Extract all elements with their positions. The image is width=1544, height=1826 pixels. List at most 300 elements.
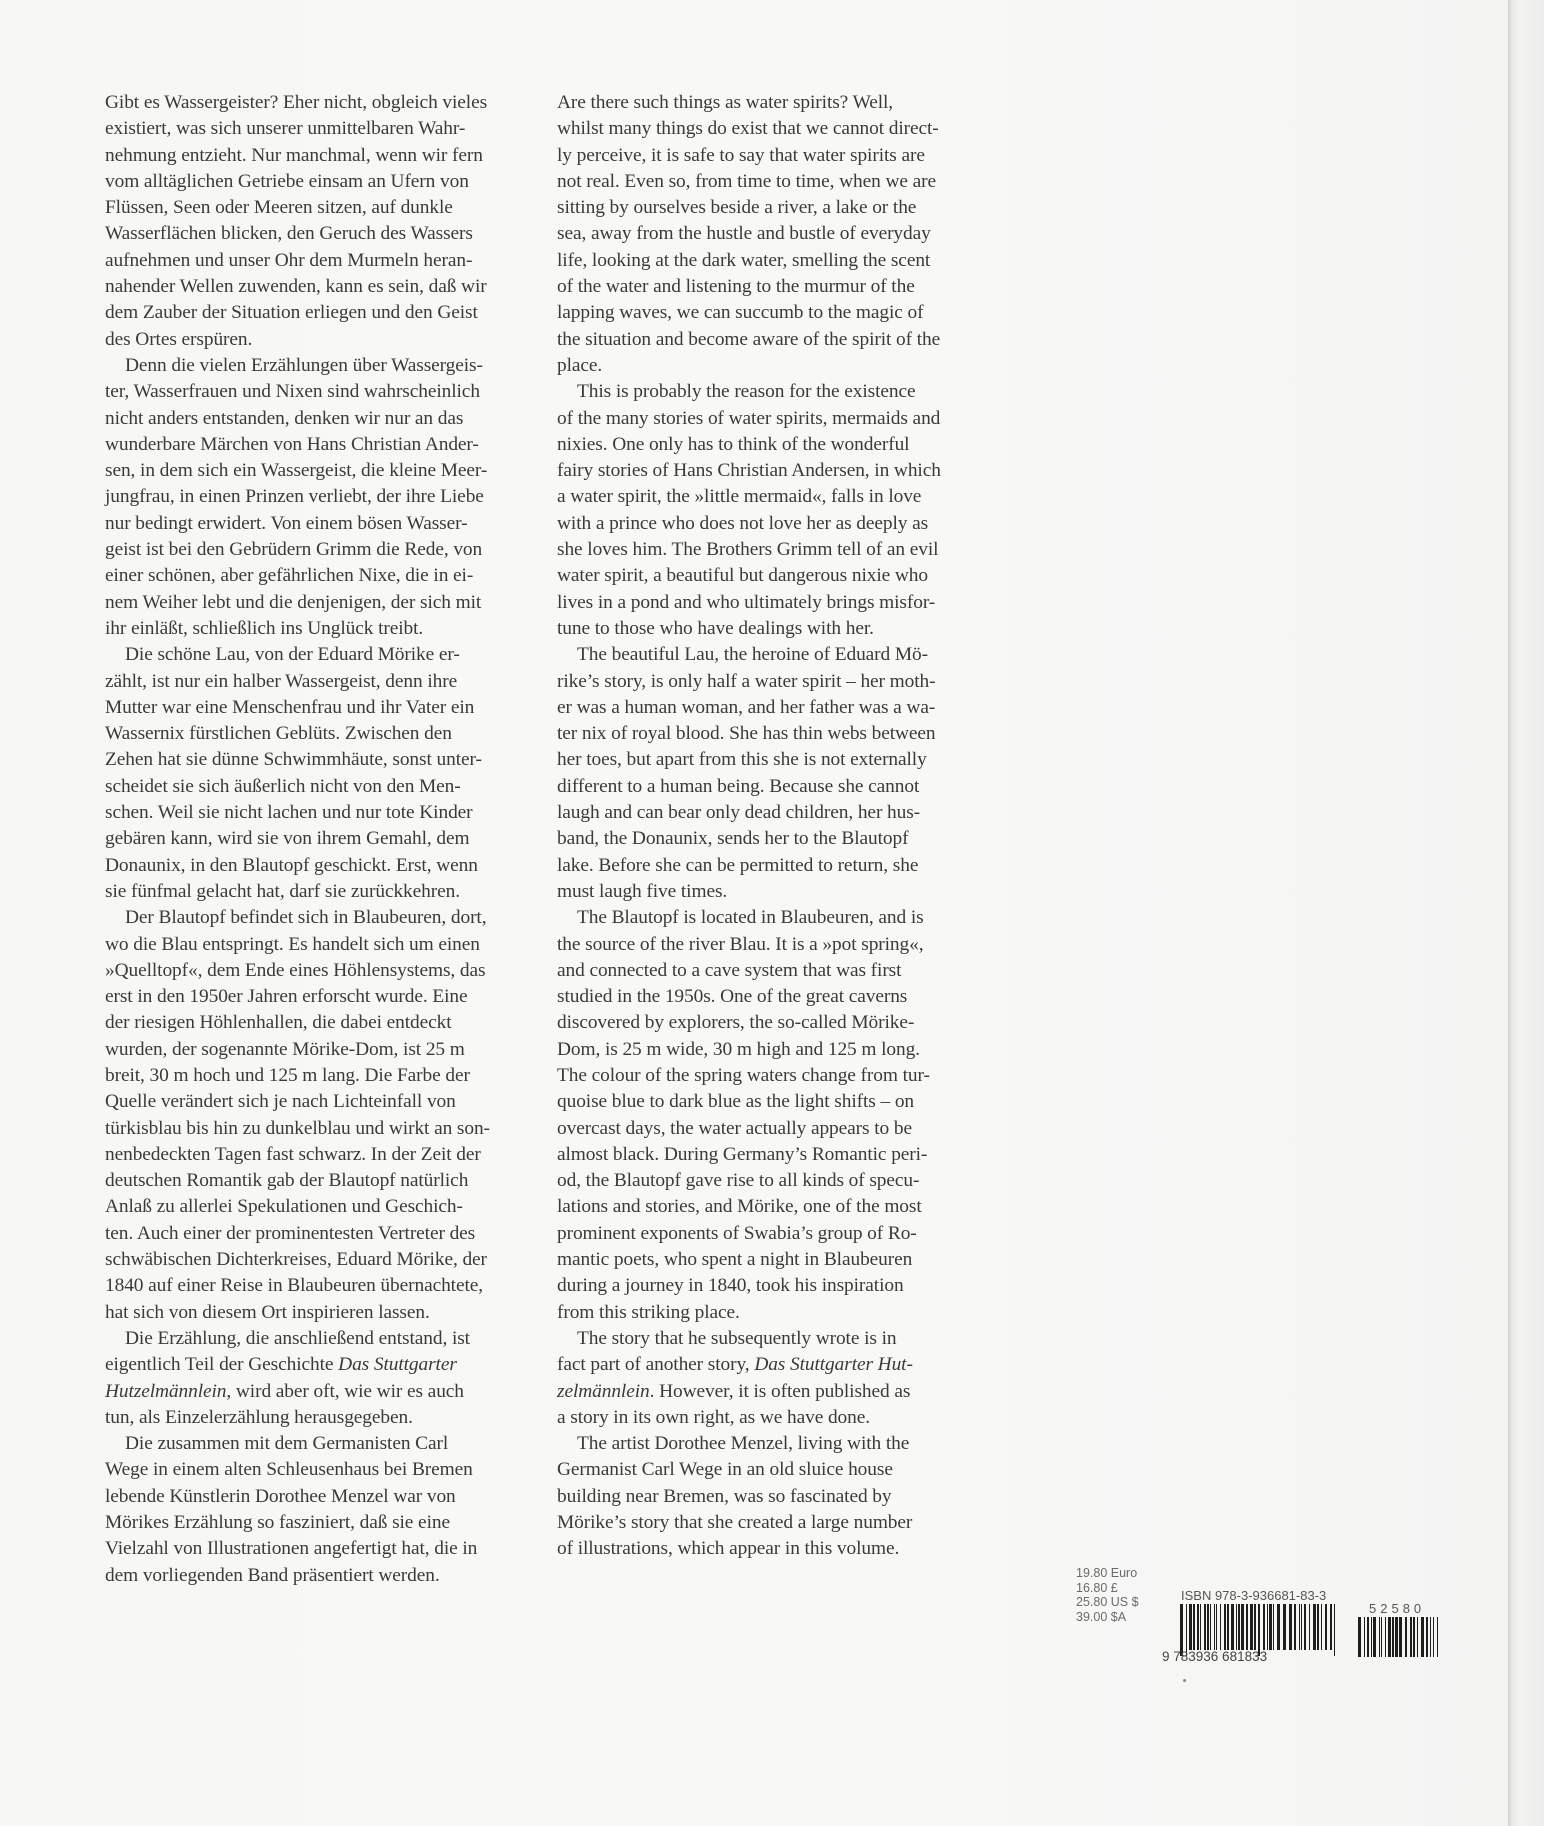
- text-run: whilst many things do exist that we cannot direct-: [557, 118, 939, 140]
- text-run: of the many stories of water spirits, mermaids and: [557, 407, 941, 429]
- text-line: [557, 774, 997, 800]
- barcode-bar: [1263, 1604, 1265, 1650]
- barcode-bar: [1321, 1604, 1322, 1650]
- text-line: [105, 958, 545, 984]
- text-line: [105, 1326, 545, 1352]
- text-line: [105, 1010, 545, 1036]
- text-line: [105, 221, 545, 247]
- text-line: [105, 721, 545, 747]
- text-line: [557, 195, 997, 221]
- text-line: [557, 747, 997, 773]
- text-line: [105, 195, 545, 221]
- text-run: deutschen Romantik gab der Blautopf natürlich: [105, 1170, 469, 1192]
- text-run: lapping waves, we can succumb to the magic of: [557, 302, 924, 324]
- text-run: ter, Wasserfrauen und Nixen sind wahrscheinlich: [105, 381, 480, 403]
- text-line: [105, 1379, 545, 1405]
- text-run: scheidet sie sich äußerlich nicht von den Men-: [105, 775, 461, 797]
- barcode-bar: [1358, 1617, 1361, 1657]
- text-line: [105, 1037, 545, 1063]
- text-run: sen, in dem sich ein Wassergeist, die kleine Meer-: [105, 460, 488, 482]
- text-run: des Ortes erspüren.: [105, 328, 253, 350]
- text-run: nahender Wellen zuwenden, kann es sein, daß wir: [105, 276, 487, 298]
- text-line: [557, 1037, 997, 1063]
- barcode-bar: [1238, 1604, 1240, 1650]
- text-line: [557, 1379, 997, 1405]
- price-gbp: 16.80 £: [1076, 1580, 1118, 1595]
- english-text-column: [557, 90, 997, 1563]
- text-run: tune to those who have dealings with her.: [557, 617, 874, 639]
- text-line: [557, 1273, 997, 1299]
- text-run: sea, away from the hustle and bustle of everyday: [557, 223, 931, 245]
- text-line: [105, 1510, 545, 1536]
- text-run: Die Erzählung, die anschließend entstand, ist: [125, 1327, 470, 1349]
- barcode-bar: [1236, 1604, 1237, 1650]
- text-run: different to a human being. Because she cannot: [557, 775, 920, 797]
- text-run: Quelle verändert sich je nach Lichteinfall von: [105, 1091, 456, 1113]
- text-line: [105, 1142, 545, 1168]
- text-line: [557, 484, 997, 510]
- text-run: mantic poets, who spent a night in Blaubeuren: [557, 1249, 913, 1271]
- text-run: Wassernix fürstlichen Geblüts. Zwischen den: [105, 723, 452, 745]
- italic-title: Hutzelmännlein: [105, 1380, 227, 1402]
- isbn-label: ISBN 978-3-936681-83-3: [1181, 1588, 1327, 1603]
- barcode-bar: [1413, 1617, 1415, 1657]
- text-line: [105, 274, 545, 300]
- text-run: she loves him. The Brothers Grimm tell of an evil: [557, 539, 939, 561]
- barcode-bar: [1289, 1604, 1292, 1650]
- text-line: [557, 1510, 997, 1536]
- text-run: life, looking at the dark water, smelling the scent: [557, 249, 931, 271]
- text-run: laugh and can bear only dead children, her hus-: [557, 802, 921, 824]
- text-line: [105, 511, 545, 537]
- text-run: ihr einläßt, schließlich ins Unglück treibt.: [105, 617, 424, 639]
- price-euro: 19.80 Euro: [1076, 1566, 1138, 1580]
- price-aud: 39.00 $A: [1076, 1609, 1127, 1624]
- text-line: [557, 221, 997, 247]
- text-line: [557, 879, 997, 905]
- text-line: [557, 353, 997, 379]
- barcode-bar: [1246, 1604, 1248, 1650]
- text-line: [105, 432, 545, 458]
- text-run: a water spirit, the »little mermaid«, falls in love: [557, 486, 922, 508]
- text-line: [557, 1405, 997, 1431]
- text-run: of illustrations, which appear in this volume.: [557, 1538, 900, 1560]
- text-line: [557, 590, 997, 616]
- text-line: [557, 1142, 997, 1168]
- text-line: [557, 1300, 997, 1326]
- text-run: place.: [557, 354, 603, 376]
- text-run: sitting by ourselves beside a river, a lake or the: [557, 197, 917, 219]
- text-run: a story in its own right, as we have done.: [557, 1406, 870, 1428]
- text-line: [105, 1457, 545, 1483]
- text-line: [557, 826, 997, 852]
- barcode-bar: [1301, 1604, 1302, 1650]
- text-line: [557, 327, 997, 353]
- text-run: lake. Before she can be permitted to return, she: [557, 854, 919, 876]
- text-line: [557, 537, 997, 563]
- text-line: [557, 300, 997, 326]
- text-run: 1840 auf einer Reise in Blaubeuren übernachtete,: [105, 1275, 484, 1297]
- text-line: [105, 1405, 545, 1431]
- text-run: wunderbare Märchen von Hans Christian Ander-: [105, 433, 479, 455]
- barcode-bar: [1250, 1604, 1253, 1650]
- barcode-bar: [1379, 1617, 1380, 1657]
- text-line: [105, 1063, 545, 1089]
- text-line: [557, 379, 997, 405]
- text-run: dem vorliegenden Band präsentiert werden.: [105, 1564, 440, 1586]
- text-line: [105, 1563, 545, 1589]
- text-run: The artist Dorothee Menzel, living with the: [577, 1433, 910, 1455]
- text-run: »Quelltopf«, dem Ende eines Höhlensystems, das: [105, 959, 486, 981]
- text-run: her toes, but apart from this she is not externally: [557, 749, 927, 771]
- text-line: [557, 563, 997, 589]
- barcode-bar: [1283, 1604, 1286, 1650]
- text-line: [557, 90, 997, 116]
- barcode-digits: 9 783936 681833: [1162, 1649, 1268, 1664]
- barcode-bar: [1385, 1617, 1386, 1657]
- text-line: [557, 932, 997, 958]
- text-line: [105, 800, 545, 826]
- text-line: [557, 1352, 997, 1378]
- barcode-bar: [1381, 1617, 1382, 1657]
- text-run: Mutter war eine Menschenfrau und ihr Vater ein: [105, 696, 475, 718]
- text-line: [105, 984, 545, 1010]
- text-run: wurden, der sogenannte Mörike-Dom, ist 25 m: [105, 1038, 465, 1060]
- text-line: [557, 642, 997, 668]
- barcode-bar: [1371, 1617, 1372, 1657]
- text-run: studied in the 1950s. One of the great caverns: [557, 986, 908, 1008]
- text-line: [105, 248, 545, 274]
- text-line: [105, 1221, 545, 1247]
- barcode-bar: [1399, 1617, 1402, 1657]
- text-run: of the water and listening to the murmur of the: [557, 276, 915, 298]
- text-line: [105, 879, 545, 905]
- text-run: erst in den 1950er Jahren erforscht wurde. Eine: [105, 986, 468, 1008]
- barcode-bar: [1220, 1604, 1221, 1650]
- text-line: [557, 1536, 997, 1562]
- barcode-bar: [1395, 1617, 1398, 1657]
- text-line: [557, 143, 997, 169]
- text-run: The beautiful Lau, the heroine of Eduard Mö-: [577, 644, 928, 666]
- barcode-bar: [1373, 1617, 1376, 1657]
- german-text-column: [105, 90, 545, 1589]
- text-line: [105, 747, 545, 773]
- text-run: nur bedingt erwidert. Von einem bösen Wasser-: [105, 512, 468, 534]
- text-run: ly perceive, it is safe to say that water spirits are: [557, 144, 925, 166]
- barcode-bar: [1417, 1617, 1418, 1657]
- text-run: The story that he subsequently wrote is in: [577, 1327, 897, 1349]
- text-run: Gibt es Wassergeister? Eher nicht, obgleich vieles: [105, 92, 488, 113]
- barcode-bar: [1277, 1604, 1280, 1650]
- text-run: The Blautopf is located in Blaubeuren, and is: [577, 907, 924, 929]
- text-run: during a journey in 1840, took his inspiration: [557, 1275, 904, 1297]
- text-run: Mörike’s story that she created a large number: [557, 1512, 913, 1534]
- text-line: [105, 616, 545, 642]
- text-line: [557, 458, 997, 484]
- text-line: [105, 169, 545, 195]
- text-line: [105, 826, 545, 852]
- text-line: [105, 484, 545, 510]
- barcode-bar: [1405, 1617, 1407, 1657]
- text-line: [557, 116, 997, 142]
- text-line: [557, 406, 997, 432]
- price-list: [1076, 1566, 1139, 1624]
- text-line: [557, 1089, 997, 1115]
- text-run: not real. Even so, from time to time, when we are: [557, 170, 937, 192]
- text-line: [105, 406, 545, 432]
- barcode-bar: [1241, 1604, 1244, 1650]
- text-run: Der Blautopf befindet sich in Blaubeuren, dort,: [125, 907, 487, 929]
- text-run: ten. Auch einer der prominentesten Vertreter des: [105, 1222, 476, 1244]
- price-usd: 25.80 US $: [1076, 1595, 1139, 1609]
- text-run: This is probably the reason for the existence: [577, 381, 916, 403]
- text-line: [105, 774, 545, 800]
- text-run: The colour of the spring waters change from tur-: [557, 1064, 930, 1086]
- text-line: [105, 695, 545, 721]
- barcode-bar: [1304, 1604, 1306, 1650]
- text-run: water spirit, a beautiful but dangerous nixie who: [557, 565, 928, 587]
- text-line: [557, 853, 997, 879]
- text-line: [105, 90, 545, 116]
- text-run: schwäbischen Dichterkreises, Eduard Mörike, der: [105, 1249, 487, 1271]
- barcode-addon-digits: 52580: [1369, 1601, 1426, 1616]
- text-line: [105, 1536, 545, 1562]
- barcode-bar: [1267, 1604, 1268, 1650]
- text-run: türkisblau bis hin zu dunkelblau und wirkt an son-: [105, 1117, 490, 1139]
- text-line: [557, 1247, 997, 1273]
- italic-title: Das Stuttgarter: [338, 1354, 457, 1376]
- text-run: Anlaß zu allerlei Spekulationen und Geschich-: [105, 1196, 463, 1218]
- text-run: nicht anders entstanden, denken wir nur an das: [105, 407, 464, 429]
- text-run: the situation and become aware of the spirit of the: [557, 328, 941, 350]
- text-line: [557, 1194, 997, 1220]
- text-line: [557, 1431, 997, 1457]
- text-run: and connected to a cave system that was first: [557, 959, 902, 981]
- barcode-bar: [1273, 1604, 1274, 1650]
- book-spine-edge: [1508, 0, 1544, 1826]
- barcode-bar: [1204, 1604, 1206, 1650]
- barcode-bar: [1227, 1604, 1229, 1650]
- barcode-bar: [1299, 1604, 1300, 1650]
- text-run: fact part of another story,: [557, 1354, 755, 1376]
- text-run: eigentlich Teil der Geschichte: [105, 1354, 339, 1376]
- italic-title: zelmännlein: [557, 1380, 650, 1402]
- barcode-bar: [1309, 1604, 1310, 1650]
- text-line: [105, 853, 545, 879]
- text-run: geist ist bei den Gebrüdern Grimm die Rede, von: [105, 539, 483, 561]
- text-line: [105, 1484, 545, 1510]
- text-run: jungfrau, in einen Prinzen verliebt, der ihre Liebe: [105, 486, 484, 508]
- text-run: er was a human woman, and her father was a wa-: [557, 696, 936, 718]
- text-run: nenbedeckten Tagen fast schwarz. In der Zeit der: [105, 1143, 481, 1165]
- barcode-bar: [1313, 1604, 1316, 1650]
- text-line: [557, 669, 997, 695]
- text-run: Donaunix, in den Blautopf geschickt. Erst, wenn: [105, 854, 478, 876]
- text-run: band, the Donaunix, sends her to the Blautopf: [557, 828, 909, 850]
- text-line: [557, 721, 997, 747]
- text-run: nem Weiher lebt und die denjenigen, der sich mit: [105, 591, 482, 613]
- text-line: [557, 800, 997, 826]
- text-run: od, the Blautopf gave rise to all kinds of specu-: [557, 1170, 920, 1192]
- text-run: sie fünfmal gelacht hat, darf sie zurückkehren.: [105, 880, 460, 902]
- barcode-bar: [1210, 1604, 1211, 1650]
- text-run: gebären kann, wird sie von ihrem Gemahl, dem: [105, 828, 470, 850]
- text-line: [105, 300, 545, 326]
- text-line: [105, 1273, 545, 1299]
- text-run: Wege in einem alten Schleusenhaus bei Bremen: [105, 1459, 473, 1481]
- text-line: [105, 143, 545, 169]
- barcode-bar: [1330, 1604, 1332, 1650]
- text-line: [557, 1010, 997, 1036]
- text-line: [105, 1247, 545, 1273]
- barcode-bar: [1421, 1617, 1424, 1657]
- text-run: vom alltäglichen Getriebe einsam an Ufern von: [105, 170, 469, 192]
- text-run: Vielzahl von Illustrationen angefertigt hat, die in: [105, 1538, 478, 1560]
- text-line: [105, 458, 545, 484]
- text-run: . However, it is often published as: [649, 1380, 911, 1402]
- text-line: [105, 905, 545, 931]
- text-run: lations and stories, and Mörike, one of the most: [557, 1196, 922, 1218]
- text-line: [105, 1089, 545, 1115]
- text-line: [557, 274, 997, 300]
- text-run: fairy stories of Hans Christian Andersen, in which: [557, 460, 941, 482]
- text-run: dem Zauber der Situation erliegen und den Geist: [105, 302, 478, 324]
- text-run: tun, als Einzelerzählung herausgegeben.: [105, 1406, 413, 1428]
- text-line: [557, 1063, 997, 1089]
- text-run: the source of the river Blau. It is a »pot spring«,: [557, 933, 924, 955]
- text-run: ter nix of royal blood. She has thin webs between: [557, 723, 936, 745]
- barcode-bar: [1189, 1604, 1192, 1650]
- text-run: Dom, is 25 m wide, 30 m high and 125 m long.: [557, 1038, 920, 1060]
- text-line: [105, 590, 545, 616]
- barcode-bar: [1207, 1604, 1209, 1650]
- barcode-bar: [1430, 1617, 1431, 1657]
- text-run: nehmung entzieht. Nur manchmal, wenn wir fern: [105, 144, 483, 166]
- text-line: [105, 327, 545, 353]
- text-line: [557, 511, 997, 537]
- text-line: [557, 905, 997, 931]
- text-run: Zehen hat sie dünne Schwimmhäute, sonst unter-: [105, 749, 482, 771]
- text-line: [105, 1116, 545, 1142]
- barcode-bar: [1294, 1604, 1296, 1650]
- barcode-bar: [1426, 1617, 1428, 1657]
- text-run: Denn die vielen Erzählungen über Wassergeis-: [125, 354, 483, 376]
- text-run: schen. Weil sie nicht lachen und nur tote Kinder: [105, 802, 473, 824]
- text-run: der riesigen Höhlenhallen, die dabei entdeckt: [105, 1012, 452, 1034]
- text-run: Flüssen, Seen oder Meeren sitzen, auf dunkle: [105, 197, 453, 219]
- barcode-bar: [1254, 1604, 1256, 1650]
- text-run: lives in a pond and who ultimately brings misfor-: [557, 591, 936, 613]
- text-line: [105, 932, 545, 958]
- text-line: [557, 695, 997, 721]
- barcode-bar: [1392, 1617, 1394, 1657]
- text-line: [105, 669, 545, 695]
- text-run: discovered by explorers, the so-called Mörike-: [557, 1012, 915, 1034]
- text-run: almost black. During Germany’s Romantic peri-: [557, 1143, 928, 1165]
- barcode-bar: [1410, 1617, 1412, 1657]
- text-run: building near Bremen, was so fascinated by: [557, 1485, 892, 1507]
- barcode-bar: [1200, 1604, 1201, 1650]
- text-line: [557, 1221, 997, 1247]
- text-line: [557, 1168, 997, 1194]
- text-run: wo die Blau entspringt. Es handelt sich um einen: [105, 933, 480, 955]
- text-line: [557, 169, 997, 195]
- barcode-bar: [1193, 1604, 1195, 1650]
- text-run: nixies. One only has to think of the wonderful: [557, 433, 910, 455]
- italic-title: Das Stuttgarter Hut-: [754, 1354, 913, 1376]
- text-line: [105, 116, 545, 142]
- text-run: , wird aber oft, wie wir es auch: [226, 1380, 464, 1402]
- text-run: rike’s story, is only half a water spirit – her moth-: [557, 670, 936, 692]
- text-run: aufnehmen und unser Ohr dem Murmeln heran-: [105, 249, 473, 271]
- text-line: [105, 642, 545, 668]
- barcode-bar: [1216, 1604, 1217, 1650]
- text-line: [105, 1431, 545, 1457]
- text-run: quoise blue to dark blue as the light shifts – on: [557, 1091, 915, 1113]
- text-line: [557, 1457, 997, 1483]
- text-run: zählt, ist nur ein halber Wassergeist, denn ihre: [105, 670, 458, 692]
- barcode-bar: [1317, 1604, 1319, 1650]
- text-run: einer schönen, aber gefährlichen Nixe, die in ei-: [105, 565, 474, 587]
- barcode-bar: [1197, 1604, 1199, 1650]
- barcode-bar: [1214, 1604, 1215, 1650]
- text-line: [105, 1300, 545, 1326]
- text-line: [557, 1116, 997, 1142]
- text-line: [105, 1194, 545, 1220]
- text-run: hat sich von diesem Ort inspirieren lassen.: [105, 1301, 430, 1323]
- barcode-bar: [1325, 1604, 1327, 1650]
- text-line: [557, 248, 997, 274]
- text-run: Mörikes Erzählung so fasziniert, daß sie eine: [105, 1512, 450, 1534]
- barcode-bar: [1437, 1617, 1438, 1657]
- text-line: [557, 1326, 997, 1352]
- printer-mark: [1183, 1679, 1186, 1682]
- barcode-bar: [1269, 1604, 1272, 1650]
- price-addon-barcode: [1358, 1617, 1440, 1657]
- text-line: [105, 379, 545, 405]
- text-line: [105, 537, 545, 563]
- text-line: [557, 1484, 997, 1510]
- text-line: [105, 563, 545, 589]
- text-run: Are there such things as water spirits? Well,: [557, 92, 894, 113]
- barcode-bar: [1364, 1617, 1365, 1657]
- barcode-bar: [1334, 1604, 1335, 1656]
- text-run: with a prince who does not love her as deeply as: [557, 512, 929, 534]
- text-run: Wasserflächen blicken, den Geruch des Wassers: [105, 223, 473, 245]
- text-run: prominent exponents of Swabia’s group of Ro-: [557, 1222, 917, 1244]
- text-line: [557, 432, 997, 458]
- text-line: [105, 353, 545, 379]
- text-line: [557, 984, 997, 1010]
- text-run: lebende Künstlerin Dorothee Menzel war von: [105, 1485, 456, 1507]
- text-line: [557, 616, 997, 642]
- barcode-bar: [1367, 1617, 1369, 1657]
- text-run: overcast days, the water actually appears to be: [557, 1117, 912, 1139]
- text-run: existiert, was sich unserer unmittelbaren Wahr-: [105, 118, 466, 140]
- text-line: [557, 958, 997, 984]
- text-run: Die schöne Lau, von der Eduard Mörike er-: [125, 644, 460, 666]
- text-line: [105, 1352, 545, 1378]
- text-run: breit, 30 m hoch und 125 m lang. Die Farbe der: [105, 1064, 470, 1086]
- barcode-bar: [1388, 1617, 1391, 1657]
- text-run: from this striking place.: [557, 1301, 740, 1323]
- barcode-bar: [1433, 1617, 1434, 1657]
- text-line: [105, 1168, 545, 1194]
- text-run: Germanist Carl Wege in an old sluice house: [557, 1459, 893, 1481]
- barcode-bar: [1231, 1604, 1234, 1650]
- text-run: must laugh five times.: [557, 880, 728, 902]
- barcode-bar: [1224, 1604, 1226, 1650]
